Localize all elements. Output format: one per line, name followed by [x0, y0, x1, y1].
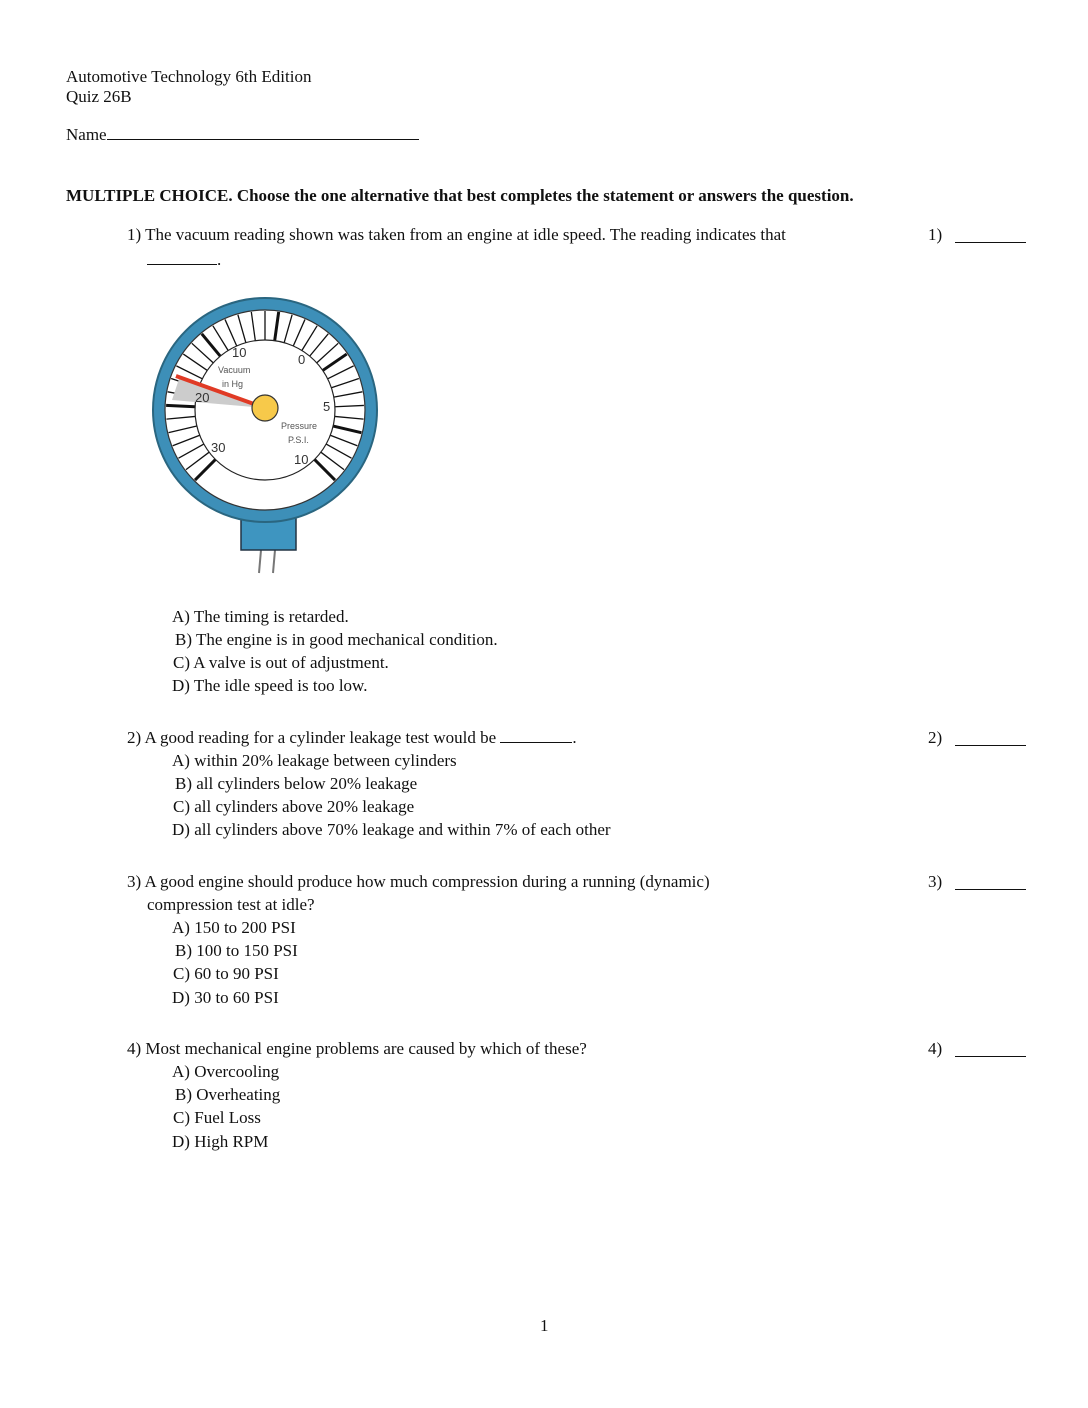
q4-choice-c: C) Fuel Loss [173, 1108, 261, 1127]
gauge-label-10: 10 [232, 345, 247, 360]
q3-choice-d: D) 30 to 60 PSI [172, 988, 279, 1007]
gauge-label-30: 30 [211, 440, 226, 455]
question-3-text: 3) A good engine should produce how much compression during a running (dynamic) [127, 872, 710, 891]
instructions: MULTIPLE CHOICE. Choose the one alternative that best completes the statement or answers the question. [66, 186, 854, 205]
q4-choice-b: B) Overheating [175, 1085, 281, 1104]
question-1-text: 1) The vacuum reading shown was taken from an engine at idle speed. The reading indicates that [127, 225, 786, 244]
answer-line-2[interactable] [955, 745, 1026, 746]
gauge-vacuum-title: Vacuum [218, 365, 251, 375]
q4-choice-a: A) Overcooling [172, 1062, 280, 1081]
q4-choice-d: D) High RPM [172, 1132, 269, 1151]
gauge-label-p10: 10 [294, 452, 309, 467]
gauge-major-tick [166, 405, 195, 406]
question-1-number: 1) [928, 225, 943, 244]
name-label: Name [66, 125, 107, 144]
gauge-hub [252, 395, 278, 421]
gauge-pressure-unit: P.S.I. [288, 435, 309, 445]
q2-choice-c: C) all cylinders above 20% leakage [173, 797, 415, 816]
gauge-label-p0: 0 [298, 352, 306, 367]
q1-choice-c: C) A valve is out of adjustment. [173, 653, 389, 672]
question-3-text-cont: compression test at idle? [147, 895, 315, 914]
vacuum-gauge-image [140, 290, 390, 580]
question-1-blank: . [147, 250, 221, 270]
q3-choice-b: B) 100 to 150 PSI [175, 941, 298, 960]
gauge-vacuum-unit: in Hg [222, 379, 244, 389]
answer-line-1[interactable] [955, 242, 1026, 243]
question-2-text: 2) A good reading for a cylinder leakage test would be . [127, 728, 577, 747]
q1-choice-b: B) The engine is in good mechanical condition. [175, 630, 498, 649]
page-number: 1 [540, 1316, 549, 1335]
question-2-number: 2) [928, 728, 943, 747]
course-title: Automotive Technology 6th Edition [66, 67, 312, 86]
gauge-pressure-title: Pressure [281, 421, 318, 431]
question-3-number: 3) [928, 872, 943, 891]
gauge-label-20: 20 [195, 390, 210, 405]
answer-line-4[interactable] [955, 1056, 1026, 1057]
question-4-text: 4) Most mechanical engine problems are caused by which of these? [127, 1039, 587, 1058]
gauge-label-p5: 5 [323, 399, 331, 414]
q3-choice-a: A) 150 to 200 PSI [172, 918, 296, 937]
q2-choice-b: B) all cylinders below 20% leakage [175, 774, 418, 793]
quiz-title: Quiz 26B [66, 87, 132, 106]
question-4-number: 4) [928, 1039, 943, 1058]
q3-choice-c: C) 60 to 90 PSI [173, 964, 279, 983]
q2-choice-d: D) all cylinders above 70% leakage and within 7% of each other [172, 820, 611, 839]
name-field[interactable] [66, 125, 419, 145]
answer-line-3[interactable] [955, 889, 1026, 890]
q1-choice-a: A) The timing is retarded. [172, 607, 349, 626]
gauge-tube [259, 550, 275, 573]
q1-choice-d: D) The idle speed is too low. [172, 676, 368, 695]
q2-choice-a: A) within 20% leakage between cylinders [172, 751, 457, 770]
